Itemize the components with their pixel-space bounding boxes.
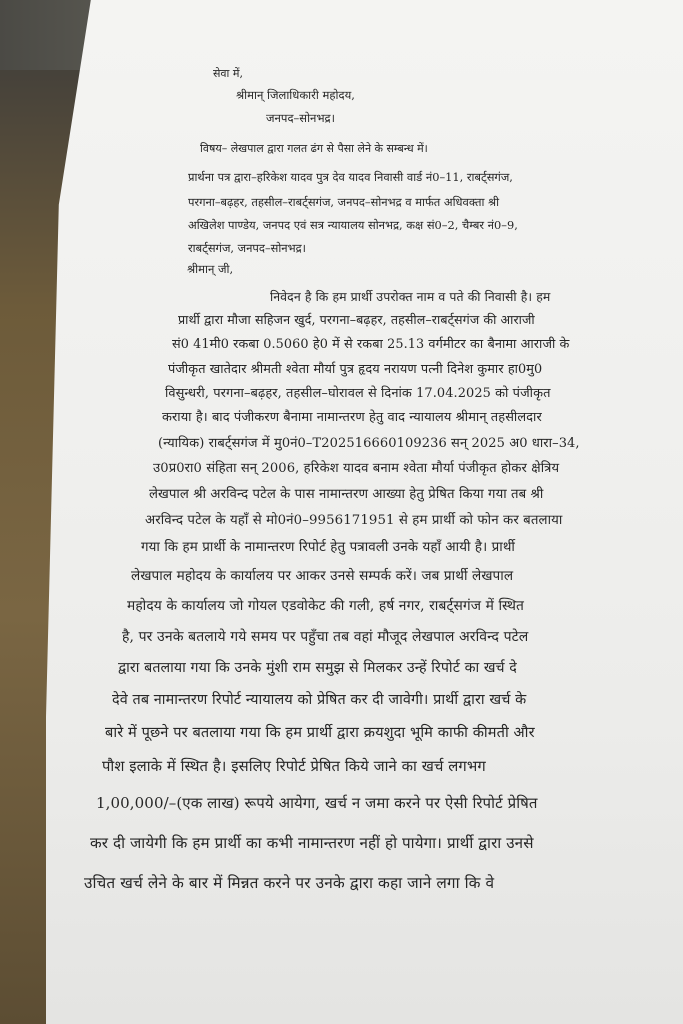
body-line: 1,00,000/–(एक लाख) रूपये आयेगा, खर्च न जमा करने पर ऐसी रिपोर्ट प्रेषित: [96, 794, 538, 812]
body-line: कराया है। बाद पंजीकरण बैनामा नामान्तरण हेतु वाद न्यायालय श्रीमान् तहसीलदार: [162, 410, 542, 425]
body-line: उचित खर्च लेने के बार में मिन्नत करने पर उनके द्वारा कहा जाने लगा कि वे: [84, 874, 495, 892]
body-line: बारे में पूछने पर बतलाया गया कि हम प्रार्थी द्वारा क्रयशुदा भूमि काफी कीमती और: [105, 724, 535, 741]
body-line: अरविन्द पटेल के यहाँ से मो0नं0–9956171951 से हम प्रार्थी को फोन कर बतलाया: [145, 513, 563, 528]
body-line: उ0प्र0रा0 संहिता सन् 2006, हरिकेश यादव बनाम श्वेता मौर्या पंजीकृत होकर क्षेत्रिय: [153, 461, 560, 476]
body-line: निवेदन है कि हम प्रार्थी उपरोक्त नाम व पते की निवासी है। हम: [270, 289, 551, 304]
body-line: पंजीकृत खातेदार श्रीमती श्वेता मौर्या पुत्र हृदय नरायण पत्नी दिनेश कुमार हा0मु0: [168, 362, 543, 377]
body-line: है, पर उनके बतलाये गये समय पर पहुँचा तब वहां मौजूद लेखपाल अरविन्द पटेल: [122, 629, 529, 645]
recipient-line: श्रीमान् जिलाधिकारी महोदय,: [236, 88, 355, 102]
intro-line: राबर्ट्सगंज, जनपद–सोनभद्र।: [188, 241, 306, 255]
district-line: जनपद–सोनभद्र।: [266, 111, 335, 125]
body-line: कर दी जायेगी कि हम प्रार्थी का कभी नामान्तरण नहीं हो पायेगा। प्रार्थी द्वारा उनसे: [90, 834, 534, 852]
body-line: सं0 41मी0 रकबा 0.5060 हे0 में से रकबा 25.13 वर्गमीटर का बैनामा आराजी के: [172, 337, 570, 352]
salutation: श्रीमान् जी,: [187, 262, 234, 276]
body-line: गया कि हम प्रार्थी के नामान्तरण रिपोर्ट हेतु पत्रावली उनके यहाँ आयी है। प्रार्थी: [141, 540, 515, 555]
body-line: विसुन्धरी, परगना–बढ़हर, तहसील–घोरावल से दिनांक 17.04.2025 को पंजीकृत: [165, 386, 551, 401]
body-line: देवे तब नामान्तरण रिपोर्ट न्यायालय को प्रेषित कर दी जावेगी। प्रार्थी द्वारा खर्च के: [112, 692, 527, 708]
body-line: प्रार्थी द्वारा मौजा सहिजन खुर्द, परगना–बढ़हर, तहसील–राबर्ट्सगंज की आराजी: [178, 312, 535, 327]
subject-line: विषय– लेखपाल द्वारा गलत ढंग से पैसा लेने के सम्बन्ध में।: [200, 142, 428, 155]
intro-line: परगना–बढ़हर, तहसील–राबर्ट्सगंज, जनपद–सोनभद्र व मार्फत अधिवक्ता श्री: [188, 195, 500, 209]
body-line: द्वारा बतलाया गया कि उनके मुंशी राम समुझ से मिलकर उन्हें रिपोर्ट का खर्च दे: [118, 660, 517, 676]
to-line: सेवा में,: [213, 67, 243, 80]
body-line: लेखपाल श्री अरविन्द पटेल के पास नामान्तरण आख्या हेतु प्रेषित किया गया तब श्री: [149, 487, 544, 502]
body-line: महोदय के कार्यालय जो गोयल एडवोकेट की गली, हर्ष नगर, राबर्ट्सगंज में स्थित: [127, 598, 524, 614]
body-line: (न्यायिक) राबर्ट्सगंज में मु0नं0–T202516660109236 सन् 2025 अ0 धारा–34,: [158, 436, 580, 451]
body-line: पौश इलाके में स्थित है। इसलिए रिपोर्ट प्रेषित किये जाने का खर्च लगभग: [102, 758, 486, 775]
body-line: लेखपाल महोदय के कार्यालय पर आकर उनसे सम्पर्क करें। जब प्रार्थी लेखपाल: [131, 568, 514, 584]
intro-line: अखिलेश पाण्डेय, जनपद एवं सत्र न्यायालय सोनभद्र, कक्ष सं0–2, चैम्बर नं0–9,: [188, 218, 518, 232]
intro-line: प्रार्थना पत्र द्वारा–हरिकेश यादव पुत्र देव यादव निवासी वार्ड नं0–11, राबर्ट्सगंज,: [188, 170, 513, 184]
